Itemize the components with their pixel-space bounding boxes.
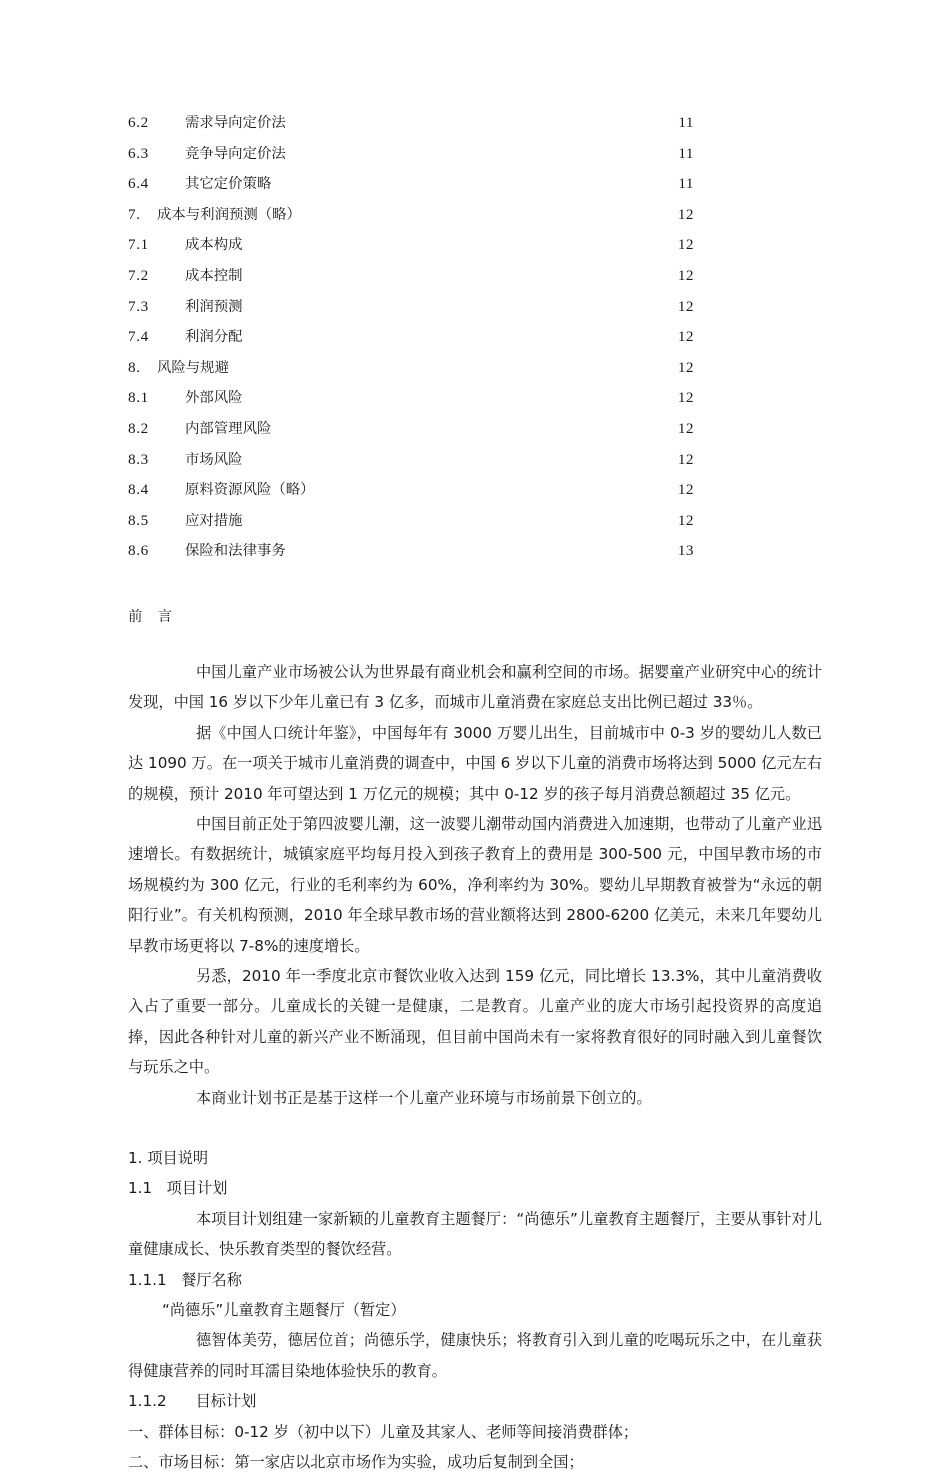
toc-entry-number: 7. (128, 205, 141, 223)
preface-paragraph: 中国儿童产业市场被公认为世界最有商业机会和赢利空间的市场。据婴童产业研究中心的统计发现，中国 16 岁以下少年儿童已有 3 亿多，而城市儿童消费在家庭总支出比例已超过 33％。 (128, 662, 822, 712)
toc-entry[interactable] (128, 230, 694, 261)
toc-entry-title: 外部风险 (185, 390, 243, 407)
spacer (128, 1113, 822, 1143)
toc-entry-title: 成本与利润预测（略） (157, 206, 301, 223)
toc-dot-leader (244, 387, 677, 402)
toc-entry-page: 11 (678, 114, 694, 131)
toc-entry-title: 应对措施 (185, 512, 243, 529)
toc-entry[interactable] (128, 139, 694, 170)
toc-entry-title: 利润预测 (185, 298, 243, 315)
toc-entry-number: 8.3 (128, 450, 149, 468)
section-heading-1-1-2: 1.1.2 目标计划 (128, 1392, 257, 1411)
toc-entry[interactable] (128, 445, 694, 476)
toc-dot-leader (244, 234, 677, 249)
toc-entry-page: 12 (677, 358, 694, 376)
toc-entry-page: 12 (677, 511, 694, 529)
toc-entry-page: 12 (677, 450, 694, 468)
toc-entry-title: 成本控制 (185, 267, 243, 284)
toc-dot-leader (287, 112, 678, 127)
toc-entry-title: 原料资源风险（略） (185, 482, 315, 499)
toc-entry[interactable] (128, 322, 694, 353)
toc-entry-number: 8.1 (128, 389, 149, 407)
section-heading-1: 1. 项目说明 (128, 1149, 209, 1167)
toc-entry[interactable] (128, 506, 694, 537)
toc-entry-number: 8. (128, 358, 141, 376)
toc-entry-title: 内部管理风险 (185, 420, 272, 437)
preface-heading: 前 言 (128, 608, 173, 625)
toc-entry-page: 12 (677, 328, 694, 346)
toc-entry-number: 8.5 (128, 511, 149, 529)
toc-entry-title: 利润分配 (185, 329, 243, 346)
toc-entry[interactable] (128, 536, 694, 567)
toc-entry[interactable] (128, 383, 694, 414)
toc-entry-title: 风险与规避 (157, 359, 229, 376)
toc-entry[interactable] (128, 475, 694, 506)
toc-entry-page: 11 (678, 144, 694, 162)
restaurant-slogan-paragraph: 德智体美劳，德居位首；尚德乐学，健康快乐；将教育引入到儿童的吃喝玩乐之中，在儿童获得健康营养的同时耳濡目染地体验快乐的教育。 (128, 1331, 822, 1380)
preface-paragraph: 据《中国人口统计年鉴》，中国每年有 3000 万婴儿出生，目前城市中 0-3 岁的婴幼儿人数已达 1090 万。在一项关于城市儿童消费的调查中，中国 6 岁以下儿童的消费市场将达到 5000 亿元左右的规模，预计 2010 年可望达到 1 万亿元的规模；其中 0-12 岁的孩子每月消费总额超过 35 亿元。 (128, 723, 822, 803)
toc-dot-leader (287, 142, 678, 157)
section-heading-1-1-1: 1.1.1 餐厅名称 (128, 1270, 242, 1289)
toc-dot-leader (230, 357, 656, 372)
toc-dot-leader (244, 510, 677, 525)
toc-entry-number: 7.2 (128, 266, 149, 284)
target-plan-item: 二、市场目标：第一家店以北京市场作为实验，成功后复制到全国； (128, 1453, 584, 1472)
toc-entry[interactable] (128, 414, 694, 445)
toc-entry-page: 12 (677, 481, 694, 499)
section-heading-1-1: 1.1 项目计划 (128, 1179, 228, 1198)
toc-entry-number: 6.3 (128, 144, 149, 162)
toc-entry-title: 竞争导向定价法 (185, 145, 286, 162)
toc-entry-number: 7.1 (128, 236, 149, 254)
toc-dot-leader (244, 448, 677, 463)
toc-entry-page: 12 (677, 266, 694, 284)
toc-entry[interactable] (128, 292, 694, 323)
spacer (128, 567, 822, 603)
toc-entry[interactable] (128, 108, 694, 139)
section-1-1-paragraph: 本项目计划组建一家新颖的儿童教育主题餐厅：“尚德乐”儿童教育主题餐厅，主要从事针对儿童健康成长、快乐教育类型的餐饮经营。 (128, 1209, 822, 1259)
target-plan-item: 一、群体目标：0-12 岁（初中以下）儿童及其家人、老师等间接消费群体； (128, 1422, 639, 1441)
toc-dot-leader (244, 326, 677, 341)
toc-dot-leader (272, 173, 677, 188)
toc-entry[interactable] (128, 169, 694, 200)
preface-paragraph: 中国目前正处于第四波婴儿潮，这一波婴儿潮带动国内消费进入加速期，也带动了儿童产业迅速增长。有数据统计，城镇家庭平均每月投入到孩子教育上的费用是 300-500 元，中国早教市场的市场规模约为 300 亿元，行业的毛利率约为 60%，净利率约为 30%。婴幼儿早期教育被誉为“永远的朝阳行业”。有关机构预测，2010 年全球早教市场的营业额将达到 2800-6200 亿美元，未来几年婴幼儿早教市场更将以 7-8%的速度增长。 (128, 814, 822, 955)
toc-entry-page: 12 (677, 297, 694, 315)
restaurant-name-line: “尚德乐”儿童教育主题餐厅（暂定） (162, 1301, 406, 1320)
toc-entry-page: 12 (677, 205, 694, 223)
toc-entry-number: 6.2 (128, 114, 149, 131)
toc-entry[interactable] (128, 353, 694, 384)
toc-entry-title: 保险和法律事务 (185, 543, 286, 560)
toc-entry-number: 7.3 (128, 297, 149, 315)
toc-entry-page: 11 (678, 175, 694, 193)
toc-entry[interactable] (128, 200, 694, 231)
toc-entry-page: 13 (677, 542, 694, 560)
toc-entry-title: 其它定价策略 (185, 176, 272, 193)
toc-entry-page: 12 (677, 236, 694, 254)
toc-entry-page: 12 (677, 419, 694, 437)
toc-entry-title: 需求导向定价法 (185, 115, 286, 131)
table-of-contents (128, 108, 694, 567)
toc-entry-title: 市场风险 (185, 451, 243, 468)
toc-dot-leader (244, 295, 677, 310)
toc-dot-leader (244, 265, 677, 280)
preface-paragraph: 另悉，2010 年一季度北京市餐饮业收入达到 159 亿元，同比增长 13.3%，其中儿童消费收入占了重要一部分。儿童成长的关键一是健康，二是教育。儿童产业的庞大市场引起投资界的高度追捧，因此各种针对儿童的新兴产业不断涌现，但目前中国尚未有一家将教育很好的同时融入到儿童餐饮与玩乐之中。 (128, 966, 822, 1077)
toc-entry-number: 6.4 (128, 175, 149, 193)
toc-dot-leader (272, 418, 676, 433)
toc-entry-page: 12 (677, 389, 694, 407)
toc-entry-number: 7.4 (128, 328, 149, 346)
toc-dot-leader (316, 479, 677, 494)
toc-dot-leader (287, 540, 677, 555)
spacer (128, 631, 822, 657)
toc-entry-number: 8.2 (128, 419, 149, 437)
toc-entry-number: 8.6 (128, 542, 149, 560)
toc-entry[interactable] (128, 261, 694, 292)
toc-dot-leader (302, 204, 656, 219)
preface-paragraph: 本商业计划书正是基于这样一个儿童产业环境与市场前景下创立的。 (196, 1088, 652, 1107)
toc-entry-number: 8.4 (128, 481, 149, 499)
toc-entry-title: 成本构成 (185, 237, 243, 254)
